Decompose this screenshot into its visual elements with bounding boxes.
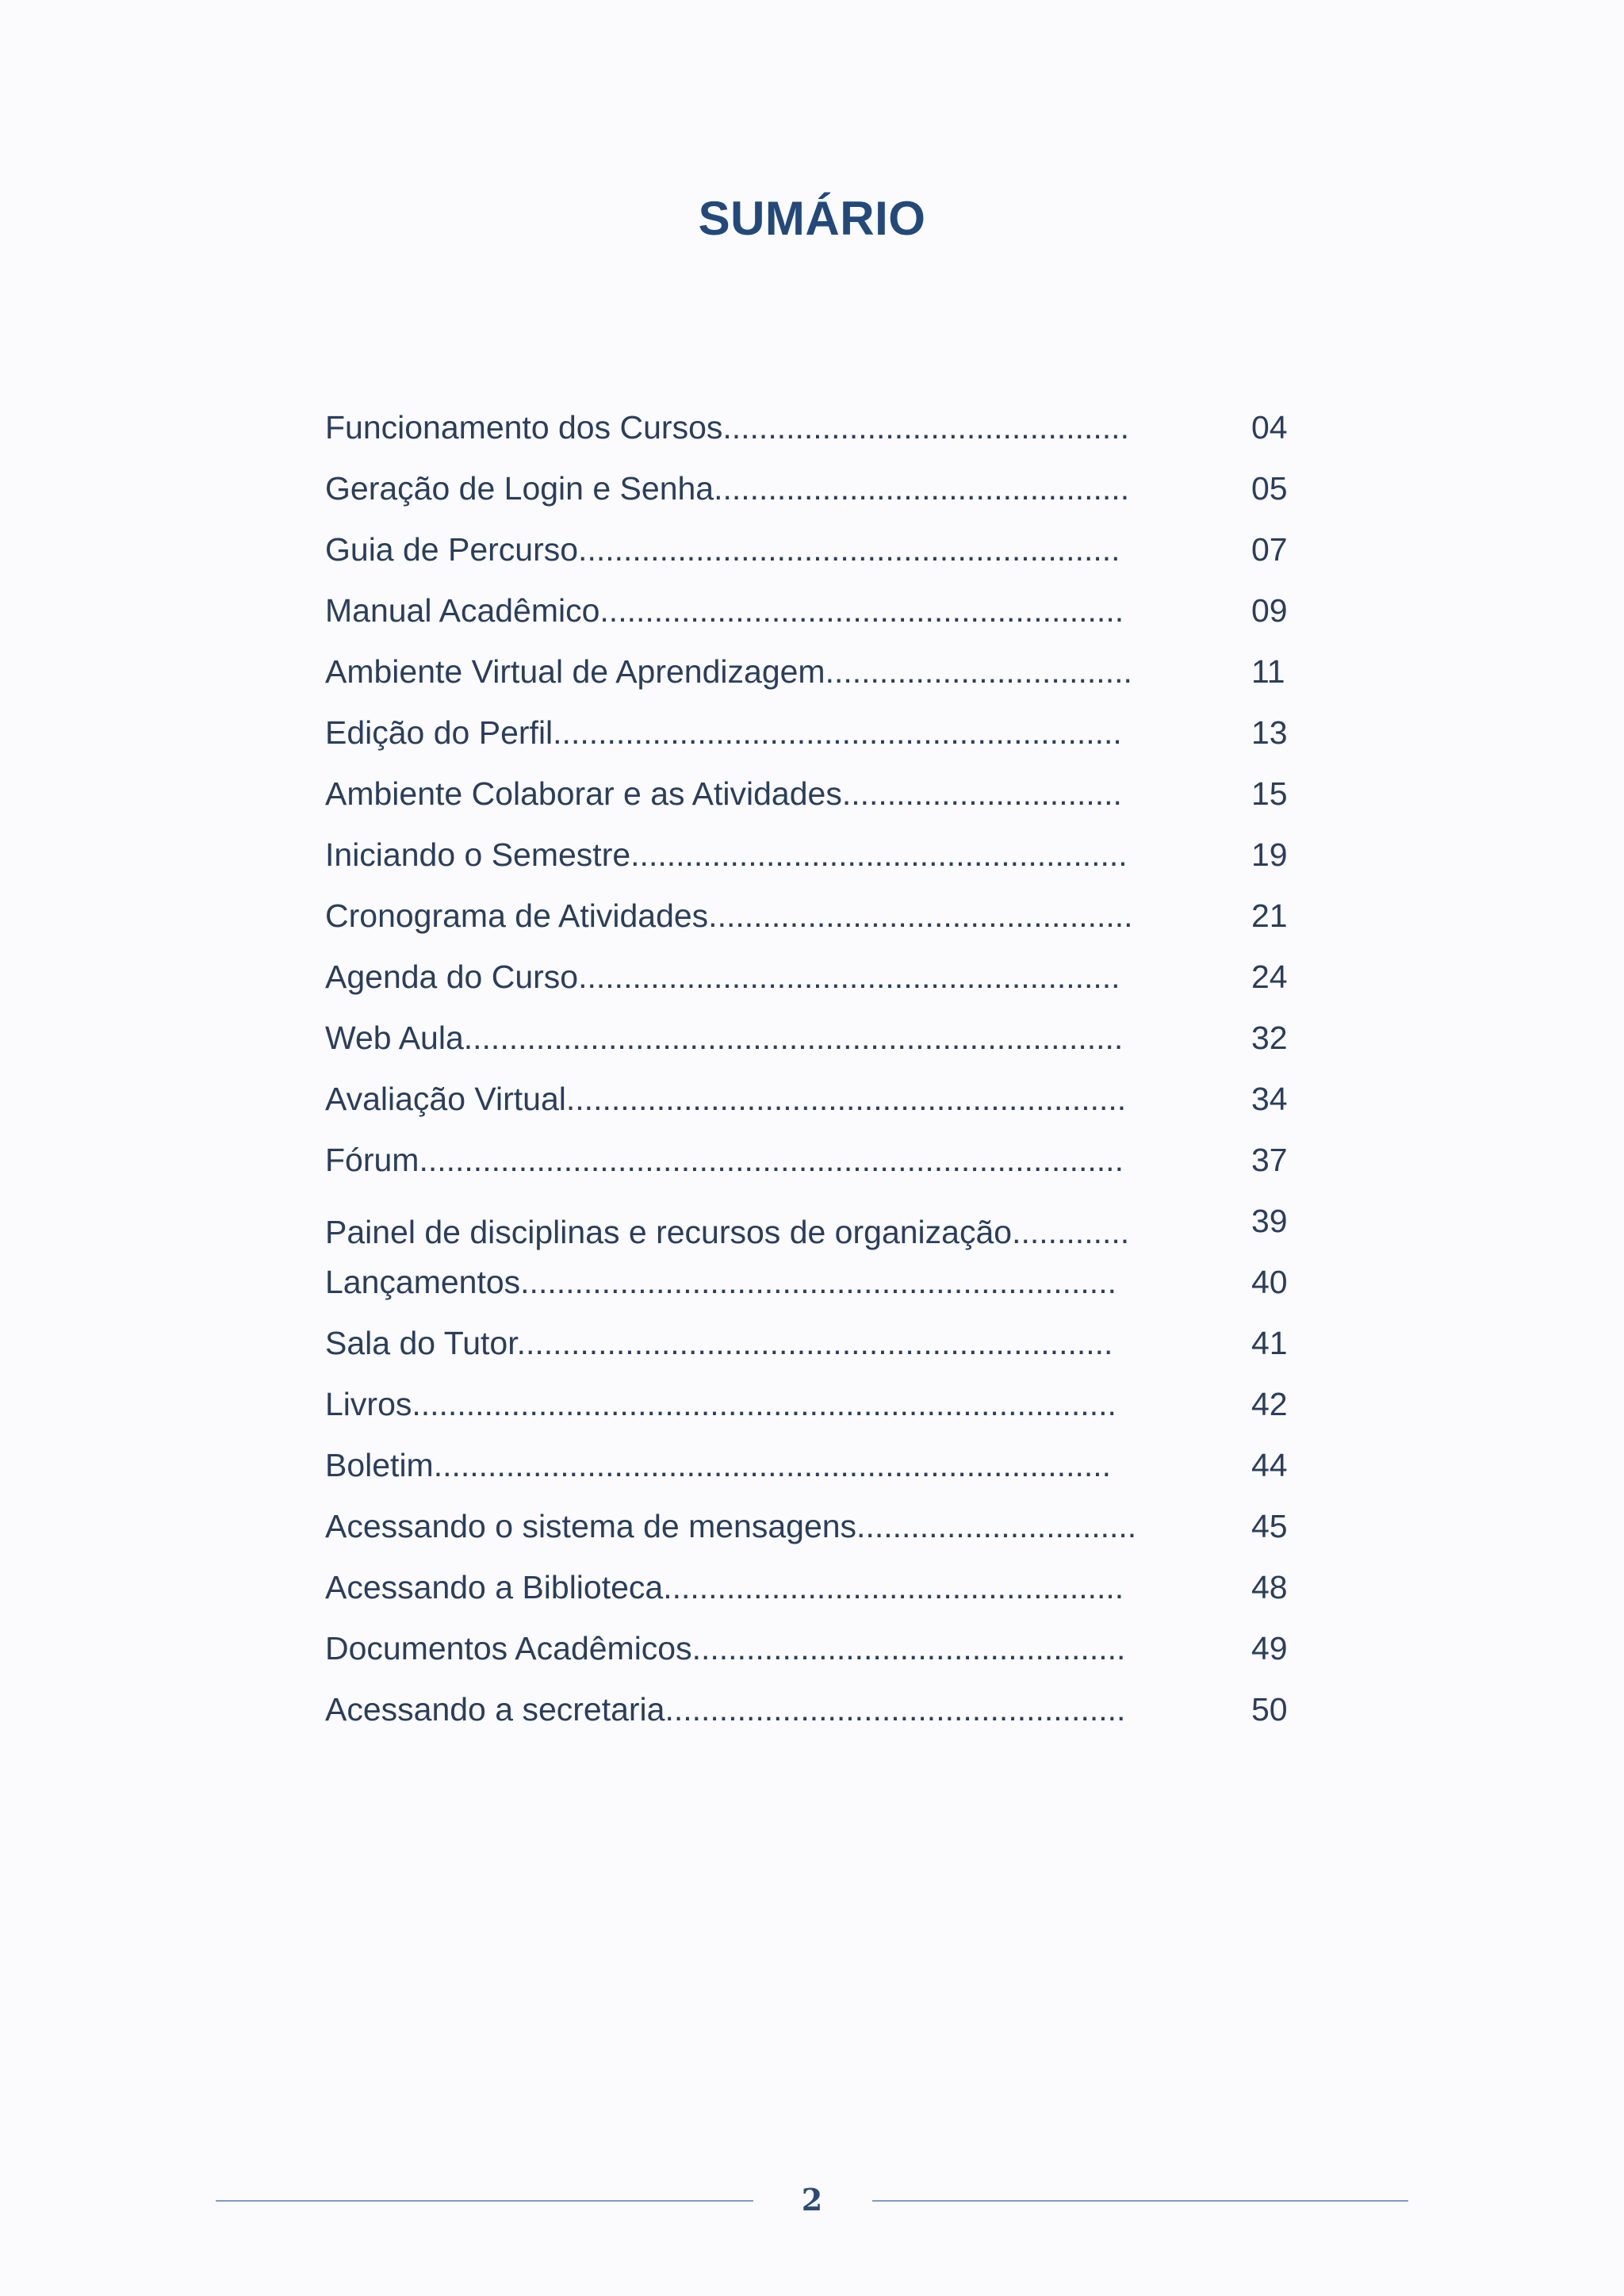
- toc-entry-forum[interactable]: [325, 1136, 1308, 1184]
- toc-entry-boletim[interactable]: [325, 1441, 1308, 1489]
- toc-entry-page: 40: [1251, 1264, 1288, 1300]
- toc-entry-label: Livros..............................................................................: [325, 1386, 1116, 1422]
- page-title: SUMÁRIO: [698, 192, 926, 245]
- footer-divider-right: [872, 2200, 1408, 2202]
- toc-entry-page: 37: [1251, 1142, 1288, 1178]
- toc-entry-page: 05: [1251, 470, 1288, 507]
- toc-entry-funcionamento-dos-cursos[interactable]: [325, 404, 1308, 451]
- toc-entry-livros[interactable]: [325, 1380, 1308, 1428]
- toc-entry-page: 50: [1251, 1691, 1288, 1728]
- toc-entry-page: 44: [1251, 1447, 1288, 1483]
- toc-entry-painel-de-disciplinas[interactable]: [325, 1197, 1308, 1250]
- toc-entry-page: 45: [1251, 1508, 1288, 1544]
- toc-entry-page: 48: [1251, 1569, 1288, 1605]
- toc-entry-label: Fórum..............................................................................: [325, 1142, 1124, 1178]
- page-number: 2: [801, 2182, 823, 2218]
- toc-entry-cronograma-de-atividades[interactable]: [325, 892, 1308, 939]
- toc-entry-page: 11: [1251, 653, 1285, 690]
- toc-entry-label: Sala do Tutor..................................................................: [325, 1325, 1113, 1361]
- toc-entry-ambiente-virtual-de-aprendizagem[interactable]: [325, 648, 1308, 695]
- toc-entry-label: Boletim...........................................................................: [325, 1447, 1112, 1483]
- toc-entry-acessando-a-secretaria[interactable]: [325, 1686, 1308, 1733]
- toc-entry-label: Acessando a secretaria...................................................: [325, 1691, 1126, 1728]
- toc-entry-label: Guia de Percurso............................................................: [325, 531, 1120, 568]
- toc-entry-label: Ambiente Virtual de Aprendizagem..................................: [325, 653, 1132, 690]
- toc-entry-page: 39: [1251, 1203, 1288, 1239]
- toc-entry-page: 15: [1251, 775, 1288, 812]
- toc-entry-iniciando-o-semestre[interactable]: [325, 831, 1308, 878]
- toc-entry-page: 34: [1251, 1081, 1288, 1117]
- toc-entry-agenda-do-curso[interactable]: [325, 953, 1308, 1001]
- toc-entry-page: 42: [1251, 1386, 1288, 1422]
- toc-entry-geracao-de-login-e-senha[interactable]: [325, 465, 1308, 512]
- toc-entry-manual-academico[interactable]: [325, 587, 1308, 634]
- toc-entry-label: Painel de disciplinas e recursos de organização.............: [325, 1214, 1130, 1250]
- toc-entry-label: Documentos Acadêmicos................................................: [325, 1630, 1126, 1667]
- toc-entry-avaliacao-virtual[interactable]: [325, 1075, 1308, 1123]
- toc-entry-label: Acessando a Biblioteca...................................................: [325, 1569, 1124, 1605]
- toc-entry-label: Geração de Login e Senha..............................................: [325, 470, 1130, 507]
- toc-entry-page: 21: [1251, 897, 1288, 934]
- toc-entry-page: 24: [1251, 959, 1288, 995]
- toc-entry-page: 04: [1251, 409, 1288, 446]
- toc-entry-label: Manual Acadêmico..........................................................: [325, 592, 1124, 629]
- toc-entry-edicao-do-perfil[interactable]: [325, 709, 1308, 756]
- toc-entry-label: Avaliação Virtual..............................................................: [325, 1081, 1127, 1117]
- toc-entry-page: 41: [1251, 1325, 1288, 1361]
- toc-entry-label: Agenda do Curso............................................................: [325, 959, 1120, 995]
- toc-entry-ambiente-colaborar[interactable]: [325, 770, 1308, 817]
- toc-entry-sistema-de-mensagens[interactable]: [325, 1502, 1308, 1550]
- toc-entry-label: Cronograma de Atividades...............................................: [325, 897, 1133, 934]
- toc-entry-documentos-academicos[interactable]: [325, 1624, 1308, 1672]
- toc-entry-label: Funcionamento dos Cursos.............................................: [325, 409, 1129, 446]
- toc-entry-page: 32: [1251, 1020, 1288, 1056]
- toc-entry-guia-de-percurso[interactable]: [325, 526, 1308, 573]
- toc-entry-web-aula[interactable]: [325, 1014, 1308, 1062]
- toc-entry-lancamentos[interactable]: [325, 1258, 1308, 1306]
- toc-entry-page: 09: [1251, 592, 1288, 629]
- toc-entry-label: Ambiente Colaborar e as Atividades...............................: [325, 775, 1122, 812]
- toc-entry-label: Edição do Perfil...............................................................: [325, 714, 1122, 751]
- toc-entry-label: Acessando o sistema de mensagens...............................: [325, 1508, 1137, 1544]
- toc-entry-label: Lançamentos..................................................................: [325, 1264, 1116, 1300]
- toc-entry-acessando-a-biblioteca[interactable]: [325, 1563, 1308, 1611]
- toc-entry-page: 49: [1251, 1630, 1288, 1667]
- toc-entry-label: Web Aula.........................................................................: [325, 1020, 1124, 1056]
- toc-entry-page: 07: [1251, 531, 1288, 568]
- toc-entry-page: 13: [1251, 714, 1288, 751]
- toc-entry-label: Iniciando o Semestre.......................................................: [325, 836, 1128, 873]
- toc-entry-page: 19: [1251, 836, 1288, 873]
- toc-entry-sala-do-tutor[interactable]: [325, 1319, 1308, 1367]
- footer-divider-left: [216, 2200, 753, 2202]
